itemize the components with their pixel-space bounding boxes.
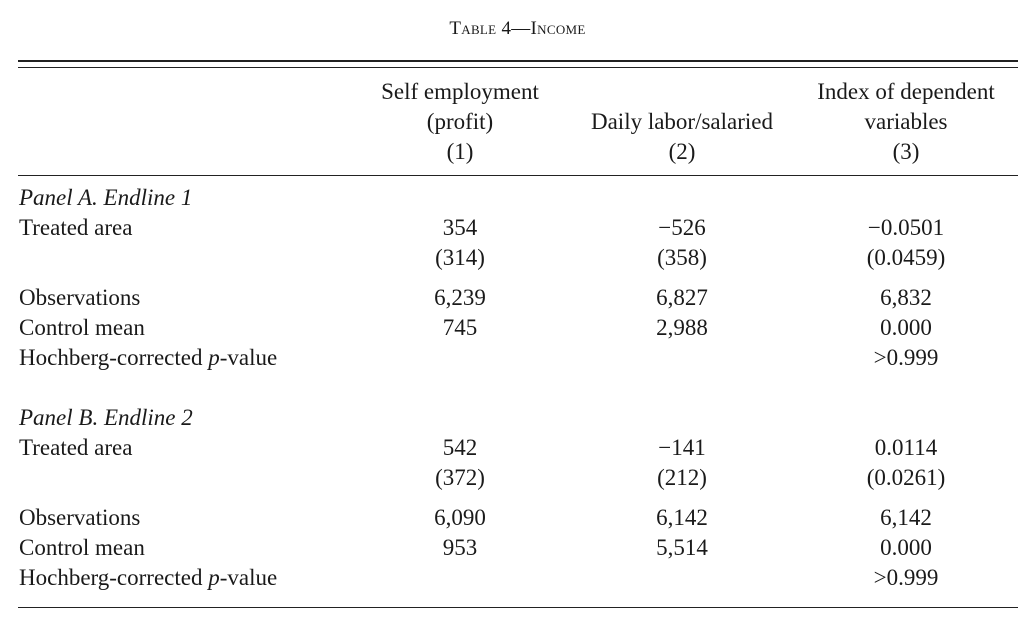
panel-b-observations-label: Observations <box>19 505 141 530</box>
panel-a-hochberg-label <box>19 343 277 373</box>
col-header-1-line-3: (1) <box>446 139 474 164</box>
table-title: Table 4—Income <box>449 18 586 39</box>
top-rule-second <box>18 67 1018 68</box>
panel-b-control-mean-1: 953 <box>442 535 478 560</box>
panel-a-treated-coef-1: 354 <box>442 215 478 240</box>
panel-a-control-mean-1: 745 <box>442 315 478 340</box>
col-header-2-line-1: Daily labor/salaried <box>590 109 773 134</box>
panel-b-control-mean-3: 0.000 <box>880 535 932 560</box>
col-header-2-line-2: (2) <box>668 139 696 164</box>
panel-b-control-mean-2: 5,514 <box>656 535 708 560</box>
panel-a-observations-1: 6,239 <box>434 285 486 310</box>
panel-a-hochberg-label-suffix: -value <box>219 345 278 370</box>
panel-a-treated-label: Treated area <box>19 215 133 240</box>
panel-b-control-mean-label: Control mean <box>19 535 145 560</box>
panel-b-observations-1: 6,090 <box>434 505 486 530</box>
panel-b-treated-se-3: (0.0261) <box>866 465 946 490</box>
panel-a-treated-coef-2: −526 <box>658 215 706 240</box>
panel-b-title: Panel B. Endline 2 <box>19 405 193 430</box>
panel-a-treated-se-2: (358) <box>657 245 707 270</box>
panel-a-control-mean-label: Control mean <box>19 315 145 340</box>
panel-a-treated-se-1: (314) <box>435 245 485 270</box>
panel-a-observations-label: Observations <box>19 285 141 310</box>
header-rule <box>18 175 1018 176</box>
panel-b-hochberg-label-prefix: Hochberg-corrected <box>19 565 209 590</box>
panel-b-observations-3: 6,142 <box>880 505 932 530</box>
panel-b-treated-coef-2: −141 <box>658 435 706 460</box>
bottom-rule <box>18 607 1018 608</box>
col-header-3-line-1: Index of dependent <box>817 79 995 104</box>
panel-b-treated-coef-1: 542 <box>442 435 478 460</box>
panel-a-control-mean-2: 2,988 <box>656 315 708 340</box>
panel-a-title: Panel A. Endline 1 <box>19 185 193 210</box>
col-header-1 <box>360 77 560 167</box>
col-header-3-line-2: variables <box>864 109 948 134</box>
panel-b-treated-coef-3: 0.0114 <box>874 435 938 460</box>
panel-a-hochberg-label-p: p <box>208 345 220 370</box>
col-header-1-line-2: (profit) <box>426 109 494 134</box>
panel-a-observations-3: 6,832 <box>880 285 932 310</box>
panel-b-hochberg-label-p: p <box>208 565 220 590</box>
panel-b-hochberg-3: >0.999 <box>873 565 939 590</box>
col-header-3 <box>806 77 1006 167</box>
panel-b-treated-se-2: (212) <box>657 465 707 490</box>
panel-a-hochberg-label-prefix: Hochberg-corrected <box>19 345 209 370</box>
panel-a-hochberg-3: >0.999 <box>873 345 939 370</box>
panel-b-treated-se-1: (372) <box>435 465 485 490</box>
panel-b-treated-label: Treated area <box>19 435 133 460</box>
panel-b-hochberg-label <box>19 563 277 593</box>
top-rule <box>18 60 1018 62</box>
panel-a-observations-2: 6,827 <box>656 285 708 310</box>
col-header-2 <box>582 107 782 167</box>
panel-a-treated-se-3: (0.0459) <box>866 245 946 270</box>
col-header-3-line-3: (3) <box>892 139 920 164</box>
panel-a-control-mean-3: 0.000 <box>880 315 932 340</box>
panel-b-observations-2: 6,142 <box>656 505 708 530</box>
panel-a-treated-coef-3: −0.0501 <box>867 215 945 240</box>
panel-b-hochberg-label-suffix: -value <box>219 565 278 590</box>
col-header-1-line-1: Self employment <box>381 79 539 104</box>
